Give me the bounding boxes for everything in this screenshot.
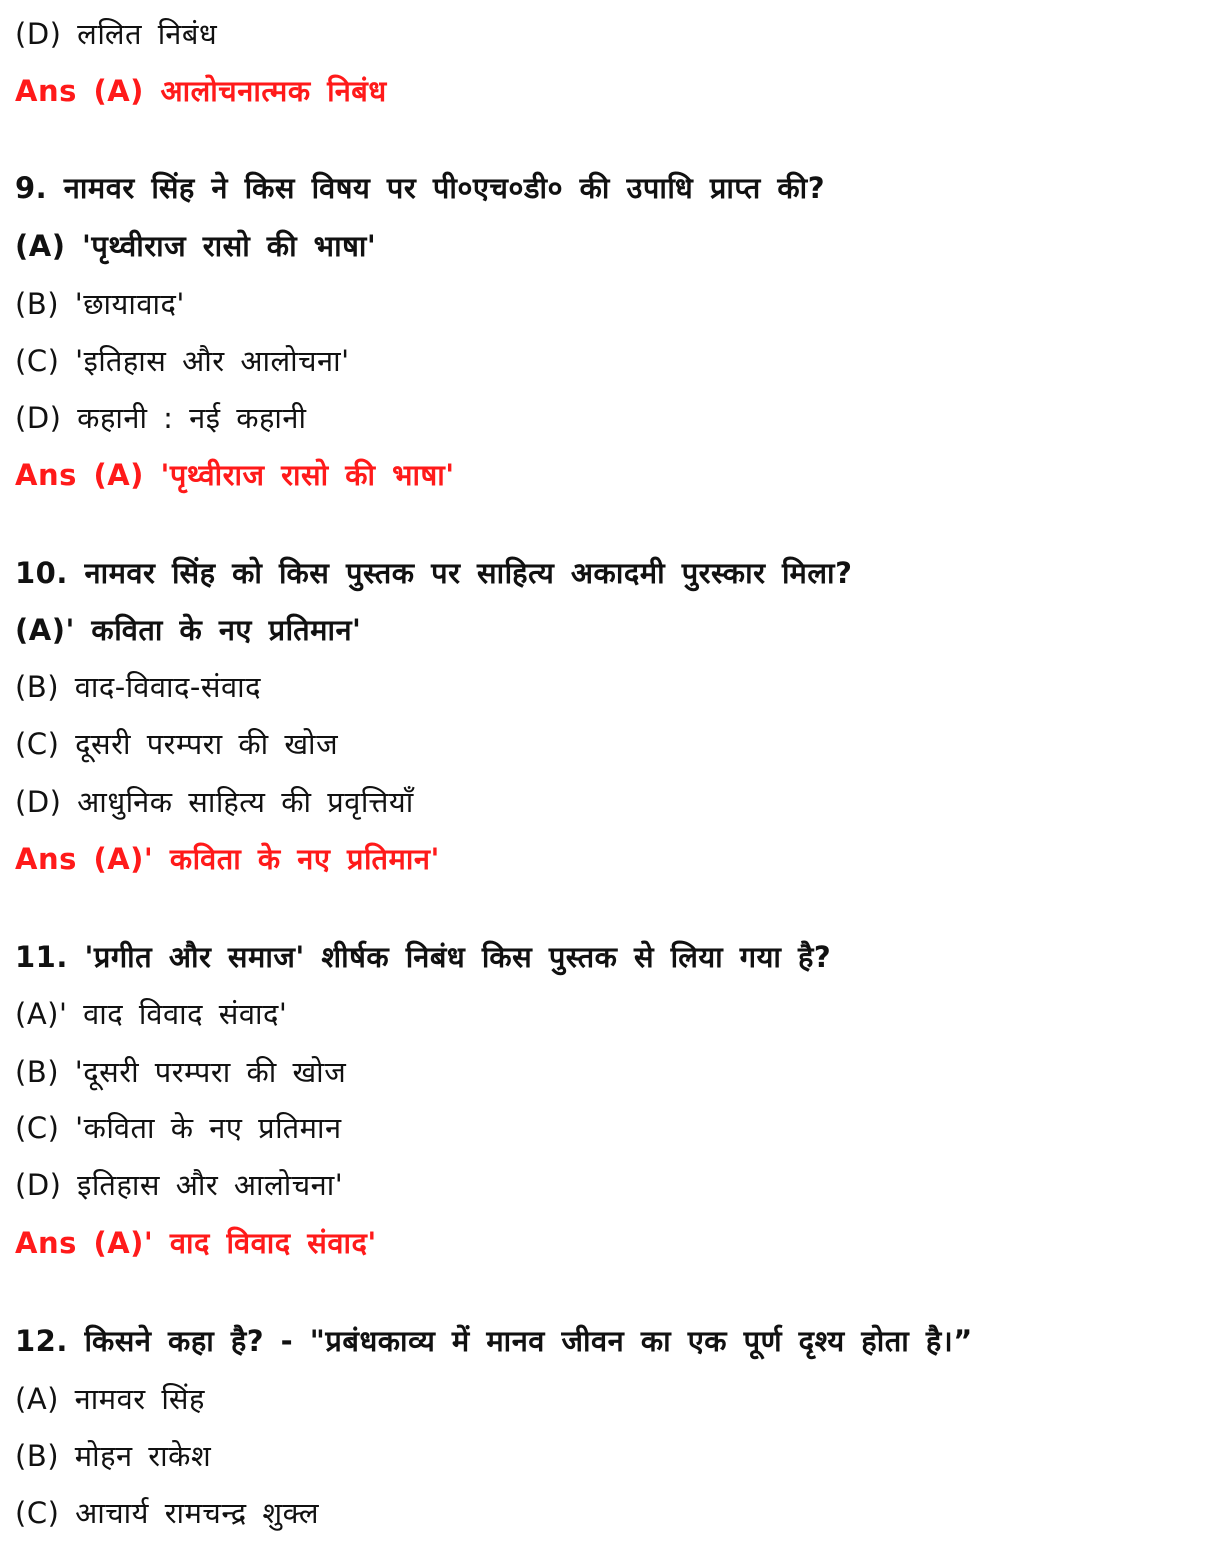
q11-option-a: (A)' वाद विवाद संवाद' xyxy=(15,997,288,1031)
q11-answer: Ans (A)' वाद विवाद संवाद' xyxy=(15,1226,377,1260)
q9-option-b: (B) 'छायावाद' xyxy=(15,287,185,321)
q10-option-b: (B) वाद-विवाद-संवाद xyxy=(15,670,262,704)
q9-question: 9. नामवर सिंह ने किस विषय पर पी०एच०डी० की उपाधि प्राप्त की? xyxy=(15,171,826,205)
q9-option-c: (C) 'इतिहास और आलोचना' xyxy=(15,344,350,378)
q12-question: 12. किसने कहा है? - "प्रबंधकाव्य में मानव जीवन का एक पूर्ण दृश्य होता है।” xyxy=(15,1324,973,1358)
q9-option-a: (A) 'पृथ्वीराज रासो की भाषा' xyxy=(15,229,377,263)
q11-option-b: (B) 'दूसरी परम्परा की खोज xyxy=(15,1055,347,1089)
q11-question: 11. 'प्रगीत और समाज' शीर्षक निबंध किस पुस्तक से लिया गया है? xyxy=(15,940,832,974)
q11-option-c: (C) 'कविता के नए प्रतिमान xyxy=(15,1111,342,1145)
q9-option-d: (D) कहानी : नई कहानी xyxy=(15,401,307,435)
q8-option-d: (D) ललित निबंध xyxy=(15,17,218,51)
q10-option-a: (A)' कविता के नए प्रतिमान' xyxy=(15,613,362,647)
q10-option-d: (D) आधुनिक साहित्य की प्रवृत्तियाँ xyxy=(15,785,414,819)
q10-option-c: (C) दूसरी परम्परा की खोज xyxy=(15,727,339,761)
q8-answer: Ans (A) आलोचनात्मक निबंध xyxy=(15,74,387,108)
q11-option-d: (D) इतिहास और आलोचना' xyxy=(15,1168,344,1202)
q10-answer: Ans (A)' कविता के नए प्रतिमान' xyxy=(15,842,440,876)
q9-answer: Ans (A) 'पृथ्वीराज रासो की भाषा' xyxy=(15,458,455,492)
q10-question: 10. नामवर सिंह को किस पुस्तक पर साहित्य अकादमी पुरस्कार मिला? xyxy=(15,556,853,590)
q12-option-a: (A) नामवर सिंह xyxy=(15,1382,205,1416)
q12-option-b: (B) मोहन राकेश xyxy=(15,1439,212,1473)
q12-option-c: (C) आचार्य रामचन्द्र शुक्ल xyxy=(15,1496,320,1530)
